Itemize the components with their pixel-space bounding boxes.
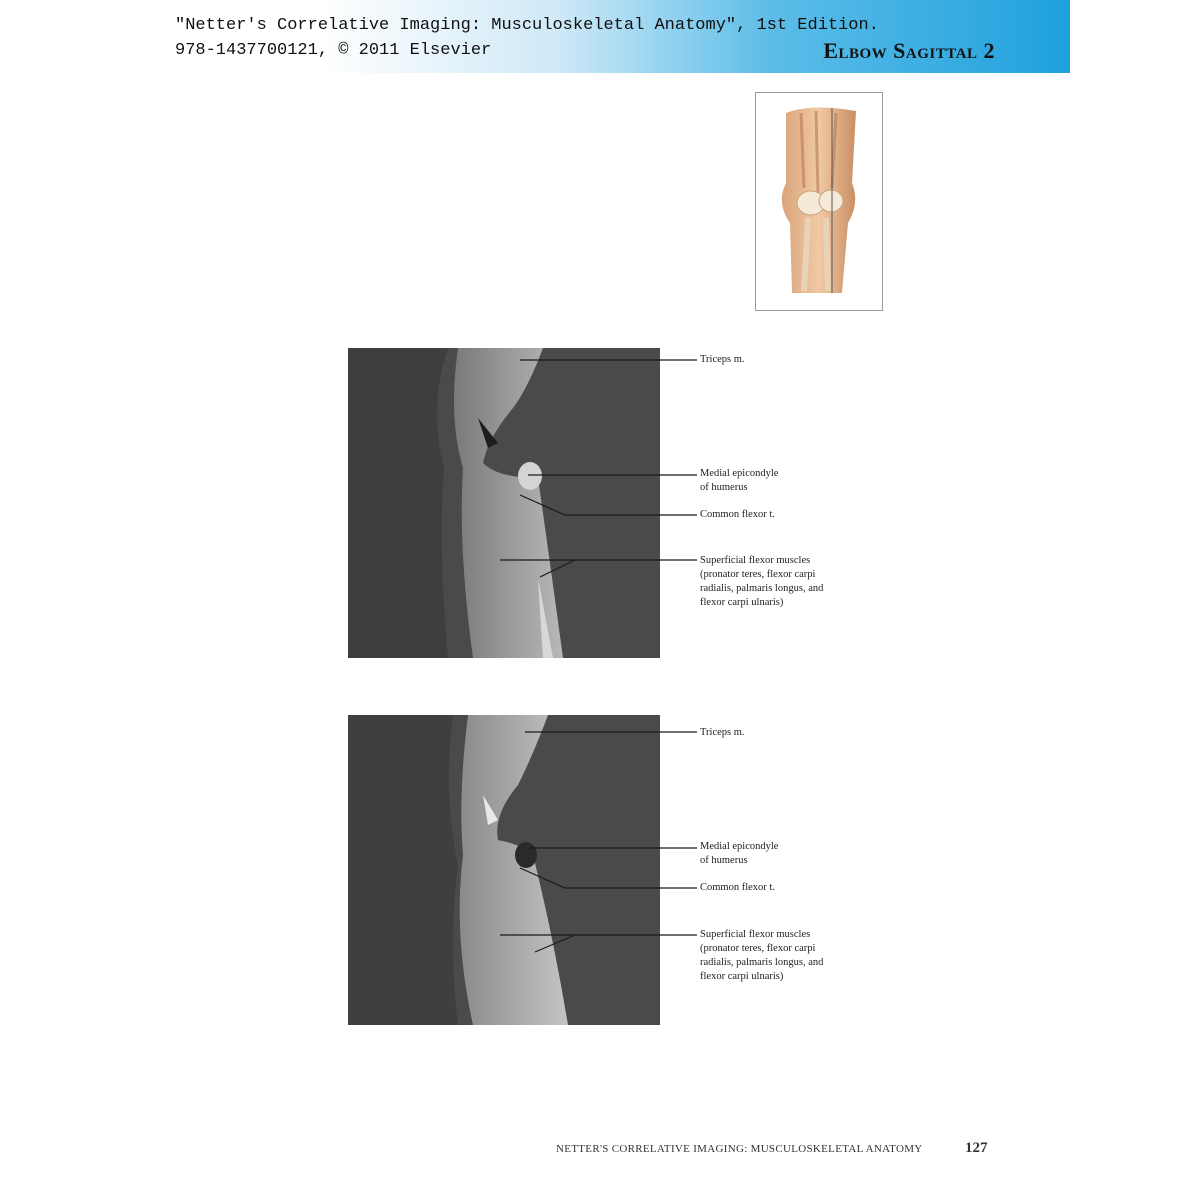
citation-isbn: 978-1437700121, © 2011 Elsevier <box>175 41 492 60</box>
elbow-anatomy-thumbnail <box>755 92 883 311</box>
mri-image-2 <box>348 715 660 1025</box>
label-triceps-1: Triceps m. <box>700 354 745 365</box>
elbow-illustration <box>756 93 882 310</box>
section-title: Elbow Sagittal 2 <box>823 38 995 63</box>
label-common-flexor-2: Common flexor t. <box>700 882 775 893</box>
citation-title: "Netter's Correlative Imaging: Musculoskeletal Anatomy", 1st Edition. <box>175 16 879 35</box>
label-superficial-flexors-2: Superficial flexor muscles (pronator teres, flexor carpi radialis, palmaris longus, and flexor carpi ulnaris) <box>700 929 824 982</box>
footer-book-title: NETTER'S CORRELATIVE IMAGING: MUSCULOSKELETAL ANATOMY <box>556 1143 923 1155</box>
page-number: 127 <box>965 1140 988 1156</box>
label-medial-epicondyle-2: Medial epicondyle of humerus <box>700 841 779 866</box>
mri-image-1 <box>348 348 660 658</box>
label-superficial-flexors-1: Superficial flexor muscles (pronator teres, flexor carpi radialis, palmaris longus, and flexor carpi ulnaris) <box>700 555 824 608</box>
label-medial-epicondyle-1: Medial epicondyle of humerus <box>700 468 779 493</box>
label-triceps-2: Triceps m. <box>700 727 745 738</box>
label-common-flexor-1: Common flexor t. <box>700 509 775 520</box>
